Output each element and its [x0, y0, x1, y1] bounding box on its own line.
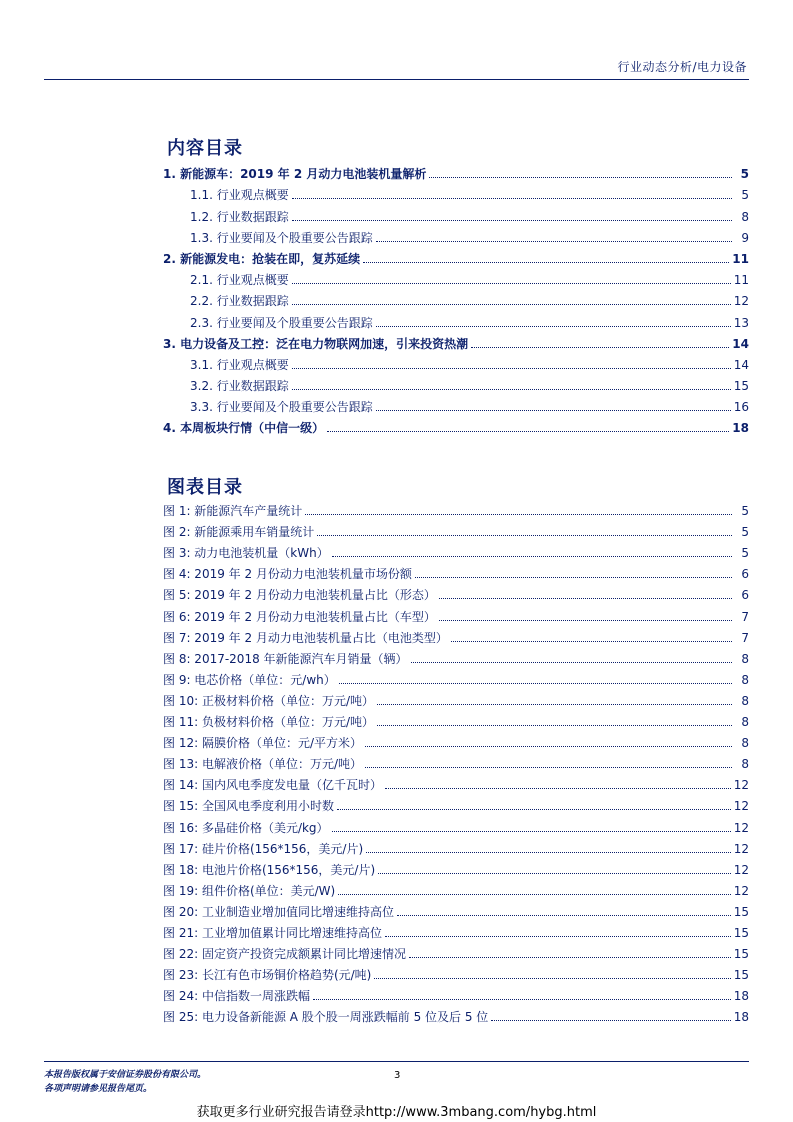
toc-entry[interactable]	[163, 414, 749, 435]
figure-entry[interactable]	[163, 560, 749, 581]
dotted-leader	[374, 977, 730, 979]
footer-copyright: 本报告版权属于安信证券股份有限公司。	[44, 1070, 207, 1080]
toc-entry[interactable]	[163, 181, 749, 202]
dotted-leader	[385, 935, 731, 937]
footer-disclaimer	[44, 1068, 206, 1096]
dotted-leader	[292, 197, 732, 199]
toc-entry-page: 8	[741, 209, 749, 224]
figure-entry-page: 5	[741, 525, 749, 540]
dotted-leader	[397, 914, 731, 916]
dotted-leader	[451, 640, 732, 642]
figure-entry-label: 图 13: 电解液价格（单位：万元/吨）	[163, 757, 362, 772]
dotted-leader	[337, 808, 731, 810]
toc-entry-label: 2.3. 行业要闻及个股重要公告跟踪	[190, 315, 373, 330]
figure-entry-page: 5	[741, 546, 749, 561]
figure-entry-label: 图 5: 2019 年 2 月份动力电池装机量占比（形态）	[163, 588, 436, 603]
figure-entry-page: 7	[741, 630, 749, 645]
dotted-leader	[332, 555, 732, 557]
toc-entry[interactable]	[163, 330, 749, 351]
footer-notice: 各项声明请参见报告尾页。	[44, 1084, 153, 1094]
figure-entry-page: 6	[741, 588, 749, 603]
figure-entry[interactable]	[163, 877, 749, 898]
toc-entry-label: 2.2. 行业数据跟踪	[190, 294, 289, 309]
dotted-leader	[439, 597, 732, 599]
figure-entry-label: 图 10: 正极材料价格（单位：万元/吨）	[163, 693, 374, 708]
toc-entry[interactable]	[163, 245, 749, 266]
toc-entry[interactable]	[163, 351, 749, 372]
toc-entry-label: 3.1. 行业观点概要	[190, 357, 289, 372]
toc-entry-label: 3. 电力设备及工控：泛在电力物联网加速，引来投资热潮	[163, 336, 469, 351]
figure-entry-page: 15	[733, 968, 749, 983]
toc-entry-label: 1.3. 行业要闻及个股重要公告跟踪	[190, 230, 373, 245]
toc-entry-page: 13	[733, 315, 749, 330]
dotted-leader	[332, 830, 731, 832]
dotted-leader	[378, 872, 731, 874]
dotted-leader	[411, 661, 732, 663]
figure-entry-label: 图 22: 固定资产投资完成额累计同比增速情况	[163, 947, 406, 962]
figure-entry-page: 18	[733, 1010, 749, 1025]
figure-entry-page: 8	[741, 693, 749, 708]
figure-entry-label: 图 19: 组件价格(单位：美元/W)	[163, 883, 336, 898]
figure-entry-label: 图 1: 新能源汽车产量统计	[163, 504, 303, 519]
toc-entry-page: 14	[733, 357, 749, 372]
toc-entry-label: 1.2. 行业数据跟踪	[190, 209, 289, 224]
figure-entry[interactable]	[163, 624, 749, 645]
figure-entry-page: 8	[741, 651, 749, 666]
table-of-contents	[163, 160, 749, 435]
toc-entry-page: 15	[733, 379, 749, 394]
figure-entry-page: 6	[741, 567, 749, 582]
figure-entry-page: 12	[733, 820, 749, 835]
dotted-leader	[366, 851, 731, 853]
dotted-leader	[339, 682, 732, 684]
figure-entry-page: 5	[741, 504, 749, 519]
figure-entry-label: 图 23: 长江有色市场铜价格趋势(元/吨)	[163, 968, 372, 983]
toc-entry-label: 2.1. 行业观点概要	[190, 273, 289, 288]
figure-entry[interactable]	[163, 961, 749, 982]
toc-entry[interactable]	[163, 266, 749, 287]
figure-entry[interactable]	[163, 602, 749, 623]
dotted-leader	[317, 534, 732, 536]
figure-entry-page: 12	[733, 862, 749, 877]
dotted-leader	[338, 893, 731, 895]
figure-entry-page: 8	[741, 736, 749, 751]
toc-entry-page: 18	[732, 421, 749, 436]
figure-entry-label: 图 14: 国内风电季度发电量（亿千瓦时）	[163, 778, 382, 793]
footer-divider	[44, 1061, 749, 1062]
dotted-leader	[292, 219, 732, 221]
figure-entry-label: 图 8: 2017-2018 年新能源汽车月销量（辆）	[163, 651, 408, 666]
figure-entry-label: 图 15: 全国风电季度利用小时数	[163, 799, 334, 814]
toc-entry[interactable]	[163, 372, 749, 393]
dotted-leader	[471, 346, 729, 348]
toc-entry-label: 1.1. 行业观点概要	[190, 188, 289, 203]
dotted-leader	[491, 1019, 730, 1021]
figure-entry[interactable]	[163, 687, 749, 708]
figure-entry-label: 图 16: 多晶硅价格（美元/kg）	[163, 820, 329, 835]
figure-index	[163, 497, 749, 1024]
figure-entry[interactable]	[163, 750, 749, 771]
figure-entry-label: 图 4: 2019 年 2 月份动力电池装机量市场份额	[163, 567, 412, 582]
toc-title: 内容目录	[167, 138, 243, 159]
figure-entry[interactable]	[163, 835, 749, 856]
figure-entry[interactable]	[163, 518, 749, 539]
figure-entry-page: 12	[733, 778, 749, 793]
figure-entry[interactable]	[163, 982, 749, 1003]
toc-entry-page: 12	[733, 294, 749, 309]
figure-entry-page: 15	[733, 925, 749, 940]
figure-entry-label: 图 2: 新能源乘用车销量统计	[163, 525, 315, 540]
figure-entry-page: 12	[733, 883, 749, 898]
figure-entry-page: 15	[733, 947, 749, 962]
figure-entry[interactable]	[163, 771, 749, 792]
figure-entry[interactable]	[163, 539, 749, 560]
figure-entry-page: 8	[741, 672, 749, 687]
figure-entry[interactable]	[163, 497, 749, 518]
figure-entry[interactable]	[163, 792, 749, 813]
toc-entry[interactable]	[163, 202, 749, 223]
dotted-leader	[376, 409, 731, 411]
toc-entry-label: 3.3. 行业要闻及个股重要公告跟踪	[190, 400, 373, 415]
dotted-leader	[327, 430, 729, 432]
figure-entry-page: 7	[741, 609, 749, 624]
figure-entry-page: 8	[741, 715, 749, 730]
header-divider	[44, 79, 749, 80]
figure-entry[interactable]	[163, 898, 749, 919]
toc-entry-label: 3.2. 行业数据跟踪	[190, 379, 289, 394]
figure-entry-label: 图 7: 2019 年 2 月动力电池装机量占比（电池类型）	[163, 630, 448, 645]
figure-entry-label: 图 21: 工业增加值累计同比增速维持高位	[163, 925, 382, 940]
figure-entry-label: 图 9: 电芯价格（单位：元/wh）	[163, 672, 336, 687]
dotted-leader	[429, 176, 732, 178]
figure-entry[interactable]	[163, 813, 749, 834]
figure-entry[interactable]	[163, 666, 749, 687]
figure-entry-page: 8	[741, 757, 749, 772]
toc-entry[interactable]	[163, 160, 749, 181]
dotted-leader	[376, 240, 732, 242]
dotted-leader	[415, 576, 732, 578]
figure-entry-page: 18	[733, 989, 749, 1004]
toc-entry-label: 4. 本周板块行情（中信一级）	[163, 421, 325, 436]
dotted-leader	[376, 325, 731, 327]
dotted-leader	[305, 513, 732, 515]
dotted-leader	[363, 261, 729, 263]
toc-entry-page: 5	[741, 188, 749, 203]
figure-entry-label: 图 20: 工业制造业增加值同比增速维持高位	[163, 904, 394, 919]
toc-entry[interactable]	[163, 393, 749, 414]
figures-title: 图表目录	[167, 477, 243, 498]
figure-entry[interactable]	[163, 1003, 749, 1024]
figure-entry-page: 12	[733, 841, 749, 856]
figure-entry[interactable]	[163, 581, 749, 602]
page-number: 3	[394, 1070, 401, 1081]
figure-entry-label: 图 6: 2019 年 2 月份动力电池装机量占比（车型）	[163, 609, 436, 624]
toc-entry-page: 14	[732, 336, 749, 351]
figure-entry-label: 图 17: 硅片价格(156*156，美元/片)	[163, 841, 364, 856]
toc-entry[interactable]	[163, 287, 749, 308]
dotted-leader	[439, 619, 732, 621]
figure-entry[interactable]	[163, 729, 749, 750]
toc-entry-page: 11	[733, 273, 749, 288]
figure-entry-label: 图 11: 负极材料价格（单位：万元/吨）	[163, 715, 374, 730]
figure-entry-label: 图 24: 中信指数一周涨跌幅	[163, 989, 310, 1004]
dotted-leader	[409, 956, 731, 958]
toc-entry-page: 9	[741, 230, 749, 245]
dotted-leader	[292, 282, 731, 284]
figure-entry[interactable]	[163, 919, 749, 940]
dotted-leader	[292, 388, 731, 390]
dotted-leader	[377, 724, 732, 726]
toc-entry[interactable]	[163, 224, 749, 245]
toc-entry-page: 11	[732, 251, 749, 266]
toc-entry[interactable]	[163, 308, 749, 329]
dotted-leader	[377, 703, 732, 705]
header-title: 行业动态分析/电力设备	[617, 60, 747, 74]
dotted-leader	[292, 367, 731, 369]
figure-entry-label: 图 12: 隔膜价格（单位：元/平方米）	[163, 736, 362, 751]
dotted-leader	[292, 303, 731, 305]
toc-entry-label: 2. 新能源发电：抢装在即，复苏延续	[163, 251, 361, 266]
dotted-leader	[365, 745, 732, 747]
dotted-leader	[365, 766, 732, 768]
watermark-text: 获取更多行业研究报告请登录http://www.3mbang.com/hybg.html	[196, 1105, 597, 1120]
figure-entry[interactable]	[163, 856, 749, 877]
toc-entry-page: 5	[740, 167, 749, 182]
dotted-leader	[385, 787, 731, 789]
figure-entry-page: 12	[733, 799, 749, 814]
dotted-leader	[313, 998, 731, 1000]
figure-entry-page: 15	[733, 904, 749, 919]
figure-entry[interactable]	[163, 645, 749, 666]
figure-entry-label: 图 3: 动力电池装机量（kWh）	[163, 546, 329, 561]
figure-entry[interactable]	[163, 940, 749, 961]
toc-entry-label: 1. 新能源车：2019 年 2 月动力电池装机量解析	[163, 167, 427, 182]
toc-entry-page: 16	[733, 400, 749, 415]
figure-entry[interactable]	[163, 708, 749, 729]
figure-entry-label: 图 18: 电池片价格(156*156，美元/片)	[163, 862, 376, 877]
figure-entry-label: 图 25: 电力设备新能源 A 股个股一周涨跌幅前 5 位及后 5 位	[163, 1010, 489, 1025]
